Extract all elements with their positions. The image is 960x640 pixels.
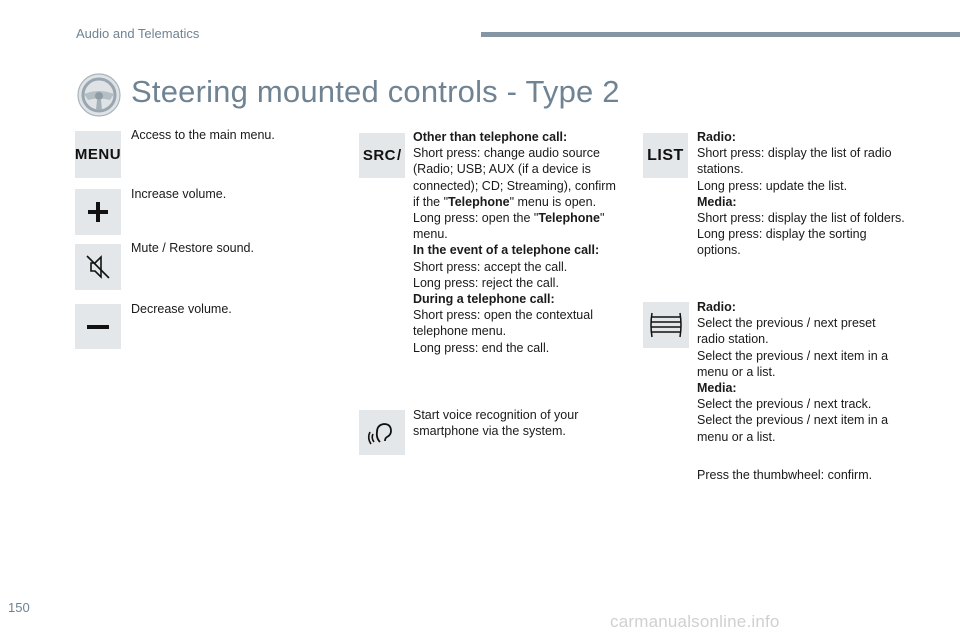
thumbwheel-heading-radio: Radio: xyxy=(697,300,736,314)
voice-line: smartphone via the system. xyxy=(413,424,566,439)
src-line: Short press: open the contextual xyxy=(413,308,593,323)
watermark: carmanualsonline.info xyxy=(610,612,780,631)
header-rule xyxy=(481,32,960,37)
voice-recognition-icon xyxy=(359,410,405,455)
src-line-long-press xyxy=(413,210,628,226)
mute-icon-glyph xyxy=(84,253,112,281)
list-line: Long press: display the sorting xyxy=(697,227,867,242)
list-line: Long press: update the list. xyxy=(697,178,848,193)
list-line: options. xyxy=(697,243,741,258)
src-line: telephone menu. xyxy=(413,324,507,339)
menu-icon-label: MENU xyxy=(74,146,122,163)
src-line: Long press: end the call. xyxy=(413,340,550,355)
plus-icon-glyph xyxy=(88,202,108,222)
menu-icon xyxy=(75,131,121,178)
src-line-part: " menu is open. xyxy=(509,194,597,209)
thumbwheel-line: Select the previous / next item in a xyxy=(697,413,889,428)
thumbwheel-confirm-text: Press the thumbwheel: confirm. xyxy=(697,468,873,482)
thumbwheel-icon xyxy=(643,302,689,348)
increase-volume-description: Increase volume. xyxy=(131,187,227,201)
mute-description: Mute / Restore sound. xyxy=(131,241,254,255)
thumbwheel-line: menu or a list. xyxy=(697,429,776,444)
telephone-term: Telephone xyxy=(448,194,510,209)
thumbwheel-glyph xyxy=(649,312,683,338)
list-icon-label: LIST xyxy=(647,146,684,164)
page-number: 150 xyxy=(8,600,30,615)
src-icon-label: SRC xyxy=(362,147,396,164)
section-header-label: Audio and Telematics xyxy=(76,26,200,41)
src-heading-event: In the event of a telephone call: xyxy=(413,243,600,258)
list-line: Short press: display the list of radio xyxy=(697,146,892,161)
thumbwheel-line: Select the previous / next preset xyxy=(697,316,876,331)
minus-icon-glyph xyxy=(87,324,109,330)
src-line-part: Long press: open the " xyxy=(413,211,539,226)
page-title: Steering mounted controls - Type 2 xyxy=(131,74,620,109)
voice-line: Start voice recognition of your xyxy=(413,408,579,422)
src-line: connected); CD; Streaming), confirm xyxy=(413,178,616,193)
thumbwheel-line: Select the previous / next track. xyxy=(697,397,872,412)
plus-icon xyxy=(75,189,121,235)
voice-recognition-description xyxy=(413,407,578,439)
mute-icon xyxy=(75,244,121,290)
voice-recognition-glyph xyxy=(367,418,397,448)
src-line: Short press: change audio source xyxy=(413,146,600,161)
src-line-part: if the " xyxy=(413,194,449,209)
decrease-volume-description: Decrease volume. xyxy=(131,302,232,316)
thumbwheel-line: Select the previous / next item in a xyxy=(697,348,889,363)
thumbwheel-line: radio station. xyxy=(697,332,769,347)
src-heading-during: During a telephone call: xyxy=(413,292,555,307)
src-line-telephone-menu xyxy=(413,194,628,210)
src-line-part: " xyxy=(599,211,605,226)
src-icon xyxy=(359,133,405,178)
list-line: Short press: display the list of folders. xyxy=(697,211,905,226)
steering-wheel-icon xyxy=(76,72,122,118)
src-line: Long press: reject the call. xyxy=(413,275,559,290)
src-description xyxy=(413,129,628,356)
menu-description: Access to the main menu. xyxy=(131,128,275,142)
src-line: (Radio; USB; AUX (if a device is xyxy=(413,162,591,177)
thumbwheel-heading-media: Media: xyxy=(697,381,737,396)
telephone-term: Telephone xyxy=(538,211,600,226)
src-icon-slash: / xyxy=(397,147,402,164)
src-line: menu. xyxy=(413,227,448,242)
src-heading-other: Other than telephone call: xyxy=(413,130,568,144)
list-description xyxy=(697,129,917,259)
src-line: Short press: accept the call. xyxy=(413,259,568,274)
minus-icon xyxy=(75,304,121,349)
thumbwheel-line: menu or a list. xyxy=(697,364,776,379)
list-line: stations. xyxy=(697,162,744,177)
thumbwheel-description xyxy=(697,299,917,445)
list-heading-media: Media: xyxy=(697,194,737,209)
list-heading-radio: Radio: xyxy=(697,130,736,144)
list-icon xyxy=(643,133,688,178)
